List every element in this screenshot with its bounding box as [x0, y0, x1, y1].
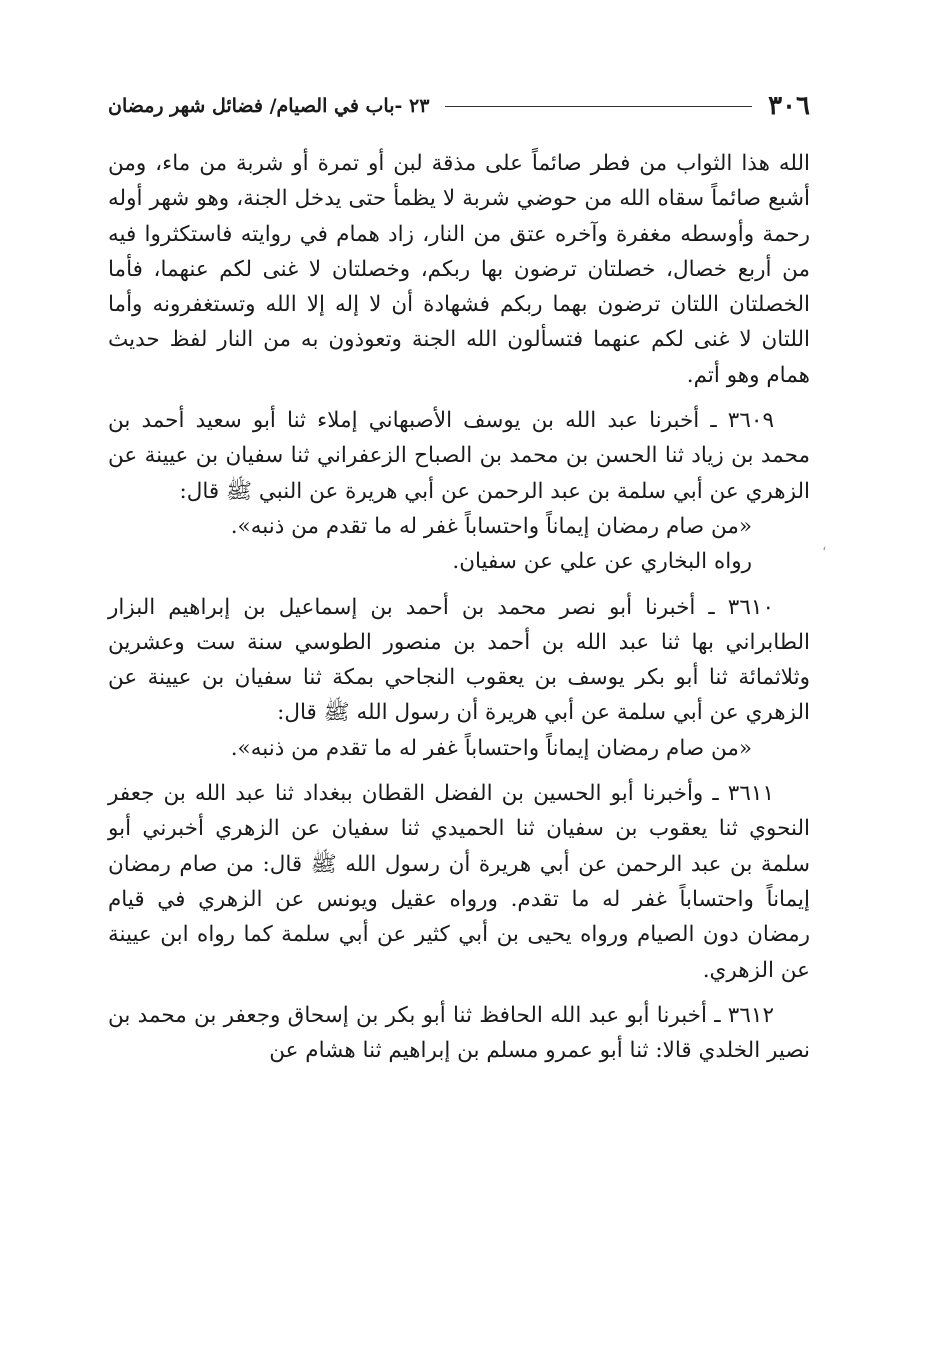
page-number: ٣٠٦ — [768, 91, 810, 121]
margin-mark: ، — [822, 538, 827, 554]
page-header — [108, 88, 810, 124]
hadith-3611: ٣٦١١ ـ وأخبرنا أبو الحسين بن الفضل القطان ببغداد ثنا عبد الله بن جعفر النحوي ثنا يعقوب بن سفيان ثنا الحميدي ثنا سفيان عن الزهري أخبرني أبو سلمة بن عبد الرحمن عن أبي هريرة أن رسول الله ﷺ قال: من صام رمضان إيماناً واحتساباً غفر له ما تقدم. ورواه عقيل ويونس عن الزهري في قيام رمضان دون الصيام ورواه يحيى بن أبي كثير عن أبي سلمة كما رواه ابن عيينة عن الزهري. — [108, 781, 810, 983]
hadith-quote-3609: «من صام رمضان إيماناً واحتساباً غفر له ما تقدم من ذنبه». — [230, 513, 752, 539]
hadith-3610: ٣٦١٠ ـ أخبرنا أبو نصر محمد بن أحمد بن إسماعيل بن إبراهيم البزار الطابراني بها ثنا عبد الله بن أحمد بن منصور الطوسي سنة ست وعشرين وثلاثمائة ثنا أبو بكر يوسف بن يعقوب النجاحي بمكة ثنا سفيان بن عيينة عن الزهري عن أبي سلمة عن أبي هريرة أن رسول الله ﷺ قال: — [108, 594, 810, 726]
header-rule — [445, 106, 752, 107]
riwaya-note-3609: رواه البخاري عن علي عن سفيان. — [452, 549, 752, 575]
page-body — [108, 146, 810, 1068]
hadith-quote-3610: «من صام رمضان إيماناً واحتساباً غفر له ما تقدم من ذنبه». — [230, 735, 752, 761]
paragraph-continued: الله هذا الثواب من فطر صائماً على مذقة لبن أو تمرة أو شربة من ماء، ومن أشبع صائماً سقاه الله من حوضي شربة لا يظمأ حتى يدخل الجنة، وهو شهر أوله رحمة وأوسطه مغفرة وآخره عتق من النار، زاد همام في روايته فاستكثروا فيه من أربع خصال، خصلتان ترضون بها ربكم، وخصلتان لا غنى لكم عنهما، فأما الخصلتان اللتان ترضون بهما ربكم فشهادة أن لا إله إلا الله وتستغفرونه وأما اللتان لا غنى لكم عنهما فتسألون الله الجنة وتعوذون به من النار لفظ حديث همام وهو أتم. — [108, 151, 810, 388]
hadith-3612: ٣٦١٢ ـ أخبرنا أبو عبد الله الحافظ ثنا أبو بكر بن إسحاق وجعفر بن محمد بن نصير الخلدي قالا: ثنا أبو عمرو مسلم بن إبراهيم ثنا هشام عن — [108, 1002, 810, 1064]
running-title: ٢٣ -باب في الصيام/ فضائل شهر رمضان — [108, 95, 430, 117]
hadith-3609: ٣٦٠٩ ـ أخبرنا عبد الله بن يوسف الأصبهاني إملاء ثنا أبو سعيد أحمد بن محمد بن زياد ثنا الحسن بن محمد بن الصباح الزعفراني ثنا سفيان بن عيينة عن الزهري عن أبي سلمة بن عبد الرحمن عن أبي هريرة عن النبي ﷺ قال: — [108, 408, 810, 504]
